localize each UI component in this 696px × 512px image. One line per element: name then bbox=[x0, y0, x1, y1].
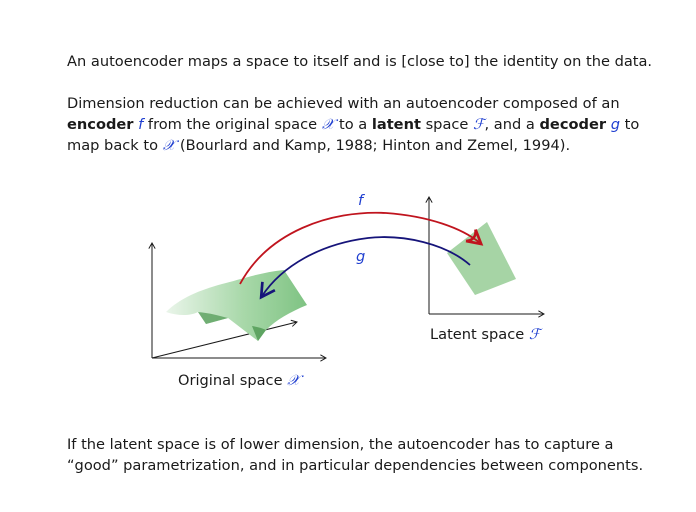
citation-text: (Bourlard and Kamp, 1988; Hinton and Zemel, 1994). bbox=[175, 137, 571, 154]
latent-word: latent bbox=[371, 116, 421, 133]
latent-space-label: Latent space bbox=[430, 326, 529, 343]
intro-text: An autoencoder maps a space to itself and is [close to] the identity on the data. bbox=[67, 53, 653, 70]
and-a-text: , and a bbox=[484, 116, 540, 133]
arrow-f-label: f bbox=[358, 192, 364, 209]
arrow-g-label: g bbox=[356, 248, 366, 265]
manifold-surface bbox=[166, 270, 307, 341]
data-manifold bbox=[166, 270, 307, 341]
decoder-word: decoder bbox=[539, 116, 607, 133]
to-text: to bbox=[619, 116, 640, 133]
original-space-label: Original space bbox=[178, 372, 288, 389]
f-symbol: f bbox=[138, 116, 144, 133]
g-symbol: g bbox=[610, 116, 620, 133]
p3-line1: If the latent space is of lower dimension, the autoencoder has to capture a bbox=[67, 436, 614, 453]
x-space-symbol: 𝒳 bbox=[321, 116, 335, 133]
latent-region bbox=[447, 222, 516, 295]
p3-line2: “good” parametrization, and in particular dependencies between components. bbox=[67, 457, 644, 474]
x-space-symbol-2: 𝒳 bbox=[162, 137, 176, 154]
p2-line1-text: Dimension reduction can be achieved with an autoencoder composed of an bbox=[67, 95, 620, 112]
f-space-symbol: ℱ bbox=[473, 116, 485, 133]
original-space-symbol: 𝒳 bbox=[287, 372, 300, 389]
encoder-word: encoder bbox=[67, 116, 134, 133]
lower-dimension-paragraph bbox=[67, 434, 643, 476]
space-text: space bbox=[420, 116, 474, 133]
original-z-axis bbox=[152, 322, 297, 358]
from-text: from the original space bbox=[143, 116, 322, 133]
latent-space-caption bbox=[430, 326, 543, 343]
latent-space-symbol: ℱ bbox=[528, 326, 541, 343]
original-space-caption bbox=[178, 372, 304, 389]
map-back-text: map back to bbox=[67, 137, 163, 154]
to-a-text: to a bbox=[334, 116, 372, 133]
